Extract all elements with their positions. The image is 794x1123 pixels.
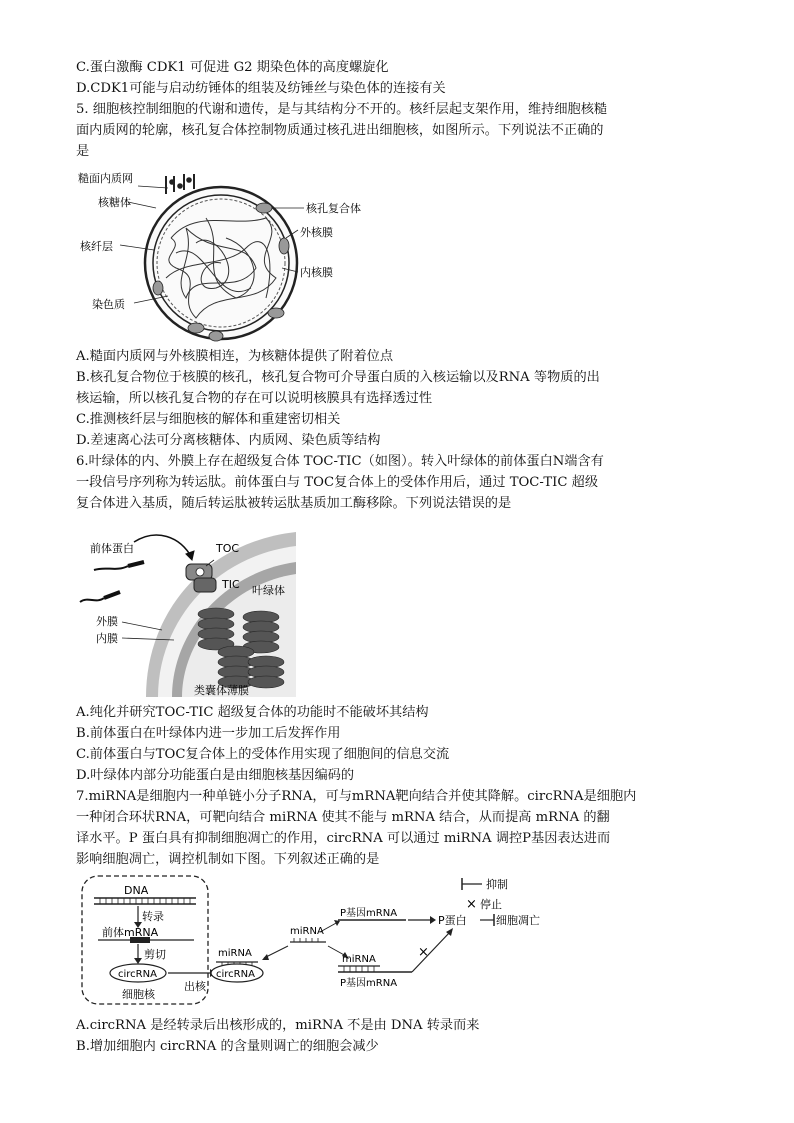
label-p-protein: P蛋白: [438, 914, 467, 927]
question-7-stem-line4: 影响细胞凋亡，调控机制如下图。下列叙述正确的是: [76, 852, 380, 867]
question-5-stem-line3: 是: [76, 144, 90, 159]
label-ribosome: 核糖体: [98, 196, 131, 209]
label-apoptosis: 细胞凋亡: [496, 914, 540, 927]
stop-mark: ×: [418, 945, 429, 960]
label-outer-membrane-2: 外膜: [96, 615, 118, 628]
q7-option-b: B.增加细胞内 circRNA 的含量则调亡的细胞会减少: [76, 1039, 379, 1054]
label-legend-stop: 停止: [480, 898, 502, 911]
q5-option-b-line2: 核运输，所以核孔复合物的存在可以说明核膜具有选择透过性: [76, 391, 433, 406]
question-5-stem-line1: 5. 细胞核控制细胞的代谢和遗传，是与其结构分不开的。核纤层起支架作用，维持细胞核糙: [76, 102, 608, 117]
legend: [462, 878, 482, 912]
label-chromatin: 染色质: [92, 298, 125, 311]
label-transcription: 转录: [142, 910, 164, 923]
q6-option-a: A.纯化并研究TOC-TIC 超级复合体的功能时不能破坏其结构: [76, 705, 429, 720]
label-mirna-on-mrna: miRNA: [342, 954, 376, 965]
question-7-stem-line3: 译水平。P 蛋白具有抑制细胞凋亡的作用，circRNA 可以通过 miRNA 调控P基因表达进而: [76, 831, 611, 846]
label-legend-inhibit: 抑制: [486, 878, 508, 891]
option-c-cdk1: C.蛋白激酶 CDK1 可促进 G2 期染色体的高度螺旋化: [76, 60, 389, 75]
q5-option-a: A.糙面内质网与外核膜相连，为核糖体提供了附着位点: [76, 349, 394, 364]
label-mirna-bound: miRNA: [218, 948, 252, 959]
label-circrna-nucleus: circRNA: [118, 969, 157, 980]
legend-stop-mark: ×: [466, 897, 477, 912]
label-thylakoid: 类囊体薄膜: [194, 684, 249, 697]
question-6-stem-line2: 一段信号序列称为转运肽。前体蛋白与 TOC复合体上的受体作用后，通过 TOC-TIC 超级: [76, 475, 599, 490]
label-lamina: 核纤层: [80, 240, 113, 253]
question-6-stem-line3: 复合体进入基质，随后转运肽被转运肽基质加工酶移除。下列说法错误的是: [76, 496, 512, 511]
q7-option-a: A.circRNA 是经转录后出核形成的，miRNA 不是由 DNA 转录而来: [76, 1018, 480, 1033]
q6-option-c: C.前体蛋白与TOC复合体上的受体作用实现了细胞间的信息交流: [76, 747, 450, 762]
label-inner-membrane: 内核膜: [300, 266, 333, 279]
nucleus-diagram: [76, 168, 376, 348]
label-rough-er: 糙面内质网: [78, 172, 133, 185]
question-6-stem-line1: 6.叶绿体的内、外膜上存在超级复合体 TOC-TIC（如图）。转入叶绿体的前体蛋白N端含有: [76, 454, 604, 469]
label-splicing: 剪切: [144, 948, 166, 961]
q5-option-d: D.差速离心法可分离核糖体、内质网、染色质等结构: [76, 433, 381, 448]
label-p-mrna-lower: P基因mRNA: [340, 978, 398, 989]
label-mirna-free: miRNA: [290, 926, 324, 937]
chloroplast-diagram: [76, 522, 296, 697]
question-7-stem-line1: 7.miRNA是细胞内一种单链小分子RNA，可与mRNA靶向结合并使其降解。circRNA是细胞内: [76, 789, 637, 804]
export-arrow: [168, 969, 216, 977]
q5-option-c: C.推测核纤层与细胞核的解体和重建密切相关: [76, 412, 341, 427]
label-circrna-cytoplasm: circRNA: [216, 969, 255, 980]
p-mrna-lower: [338, 928, 453, 972]
label-chloroplast: 叶绿体: [252, 584, 285, 597]
question-7-stem-line2: 一种闭合环状RNA，可靶向结合 miRNA 使其不能与 mRNA 结合，从而提高 mRNA 的翻: [76, 810, 610, 825]
label-outer-membrane: 外核膜: [300, 226, 333, 239]
label-nucleus: 细胞核: [122, 988, 155, 1001]
label-dna: DNA: [124, 884, 149, 897]
label-inner-membrane-2: 内膜: [96, 632, 118, 645]
label-pore-complex: 核孔复合体: [306, 202, 361, 215]
q5-option-b-line1: B.核孔复合物位于核膜的核孔，核孔复合物可介导蛋白质的入核运输以及RNA 等物质的出: [76, 370, 600, 385]
label-toc: TOC: [216, 542, 240, 555]
label-p-mrna-upper: P基因mRNA: [340, 908, 398, 919]
transcription-arrow: [134, 906, 142, 928]
splicing-arrow: [134, 944, 142, 964]
option-d-cdk1: D.CDK1可能与启动纺锤体的组装及纺锤丝与染色体的连接有关: [76, 81, 446, 96]
dna-strand: [94, 898, 196, 904]
label-pre-mrna: 前体mRNA: [102, 926, 159, 939]
question-5-stem-line2: 面内质网的轮廓，核孔复合体控制物质通过核孔进出细胞核，如图所示。下列说法不正确的: [76, 123, 604, 138]
label-precursor: 前体蛋白: [90, 542, 134, 555]
q6-option-b: B.前体蛋白在叶绿体内进一步加工后发挥作用: [76, 726, 341, 741]
label-tic: TIC: [222, 578, 240, 591]
circrna-regulation-diagram: [76, 872, 556, 1012]
rough-er-lines: [166, 174, 194, 194]
label-export: 出核: [184, 980, 206, 993]
inhibit-line: [480, 914, 494, 926]
q6-option-d: D.叶绿体内部分功能蛋白是由细胞核基因编码的: [76, 768, 355, 783]
